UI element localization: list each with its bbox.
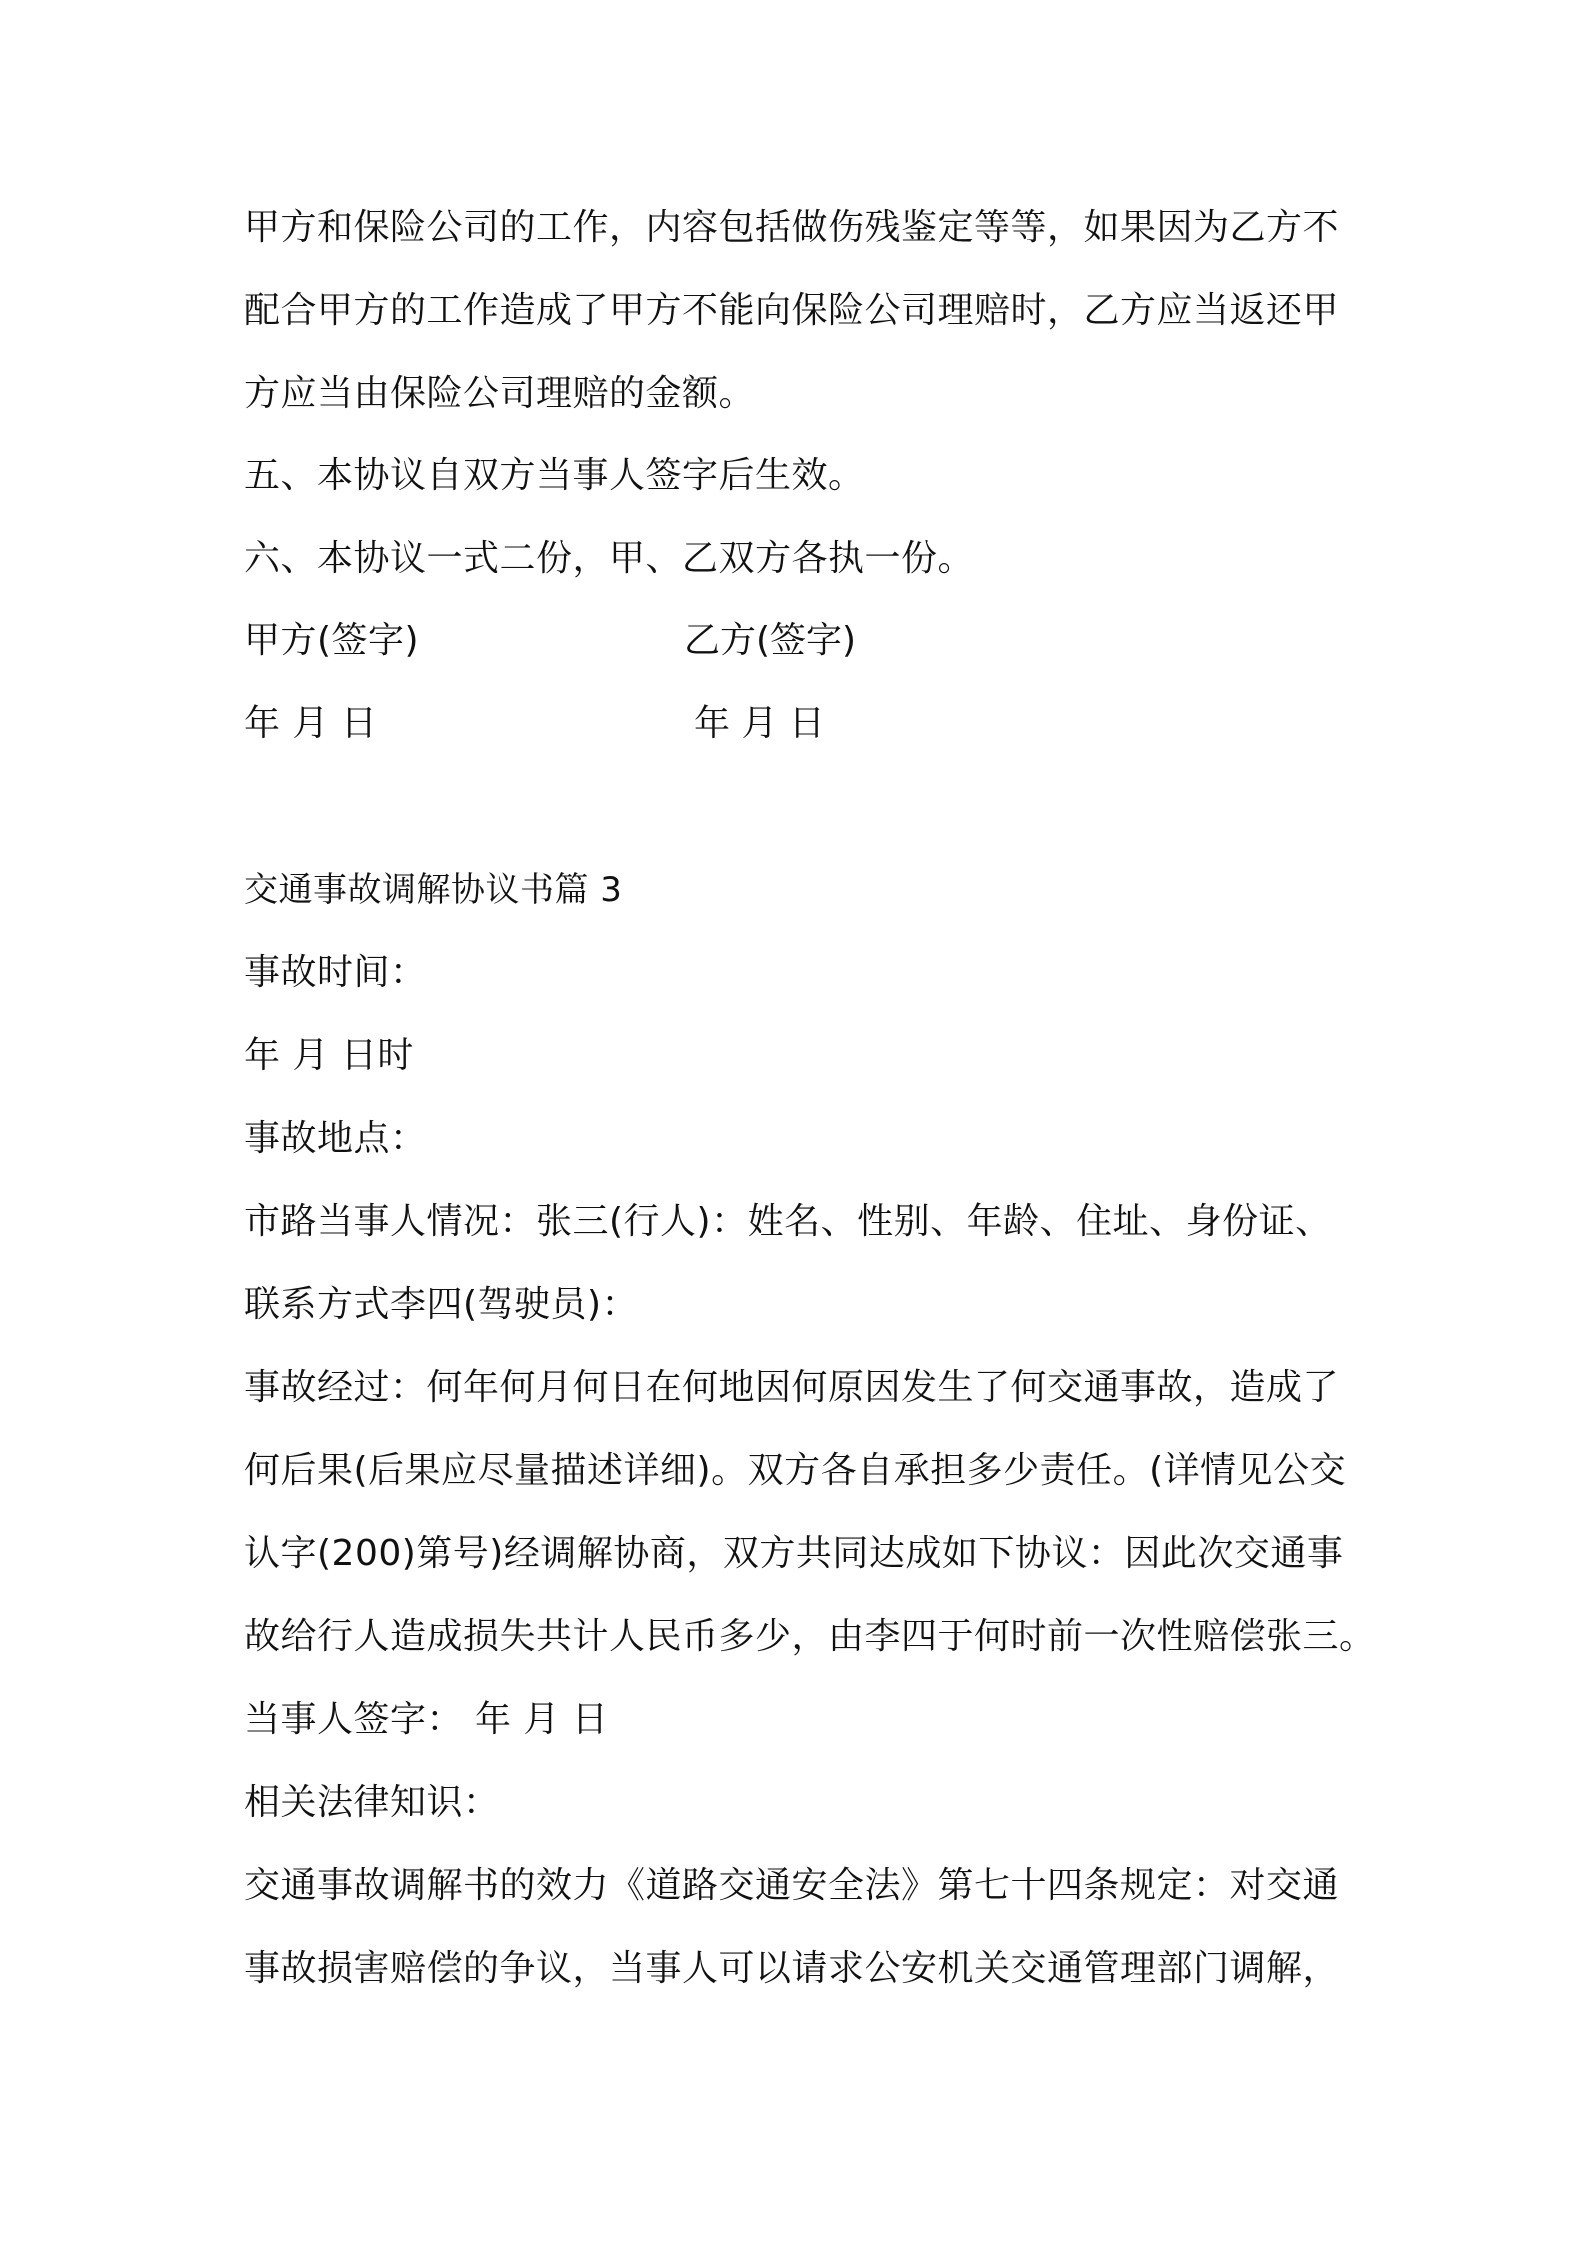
accident-time-label: 事故时间：: [244, 952, 427, 993]
clause-five: 五、本协议自双方当事人签字后生效。: [244, 455, 865, 496]
parties-info-line: 市路当事人情况：张三(行人)：姓名、性别、年龄、住址、身份证、: [244, 1201, 1332, 1242]
paragraph-line: 甲方和保险公司的工作，内容包括做伤残鉴定等等，如果因为乙方不: [244, 207, 1340, 248]
accident-process-line: 何后果(后果应尽量描述详细)。双方各自承担多少责任。(详情见公交: [244, 1450, 1347, 1491]
parties-info-line: 联系方式李四(驾驶员)：: [244, 1284, 639, 1325]
section-title: 交通事故调解协议书篇 3: [244, 870, 623, 910]
clause-six: 六、本协议一式二份，甲、乙双方各执一份。: [244, 538, 975, 579]
accident-process-line: 事故经过：何年何月何日在何地因何原因发生了何交通事故，造成了: [244, 1367, 1340, 1408]
legal-knowledge-heading: 相关法律知识：: [244, 1782, 500, 1823]
party-a-date: 年 月 日: [244, 703, 378, 744]
party-b-date: 年 月 日: [694, 703, 825, 744]
accident-time-value: 年 月 日时: [244, 1035, 414, 1076]
party-b-signature: 乙方(签字): [684, 620, 857, 661]
signature-date-line: 当事人签字： 年 月 日: [244, 1699, 609, 1740]
paragraph-line: 方应当由保险公司理赔的金额。: [244, 373, 756, 414]
party-a-signature: 甲方(签字): [244, 620, 420, 661]
accident-process-line: 认字(200)第号)经调解协商，双方共同达成如下协议：因此次交通事: [244, 1533, 1344, 1574]
paragraph-line: 配合甲方的工作造成了甲方不能向保险公司理赔时，乙方应当返还甲: [244, 290, 1340, 331]
accident-location-label: 事故地点：: [244, 1118, 427, 1159]
legal-knowledge-line: 事故损害赔偿的争议，当事人可以请求公安机关交通管理部门调解，: [244, 1948, 1340, 1989]
legal-knowledge-line: 交通事故调解书的效力《道路交通安全法》第七十四条规定：对交通: [244, 1865, 1340, 1906]
accident-process-line: 故给行人造成损失共计人民币多少，由李四于何时前一次性赔偿张三。: [244, 1616, 1376, 1657]
